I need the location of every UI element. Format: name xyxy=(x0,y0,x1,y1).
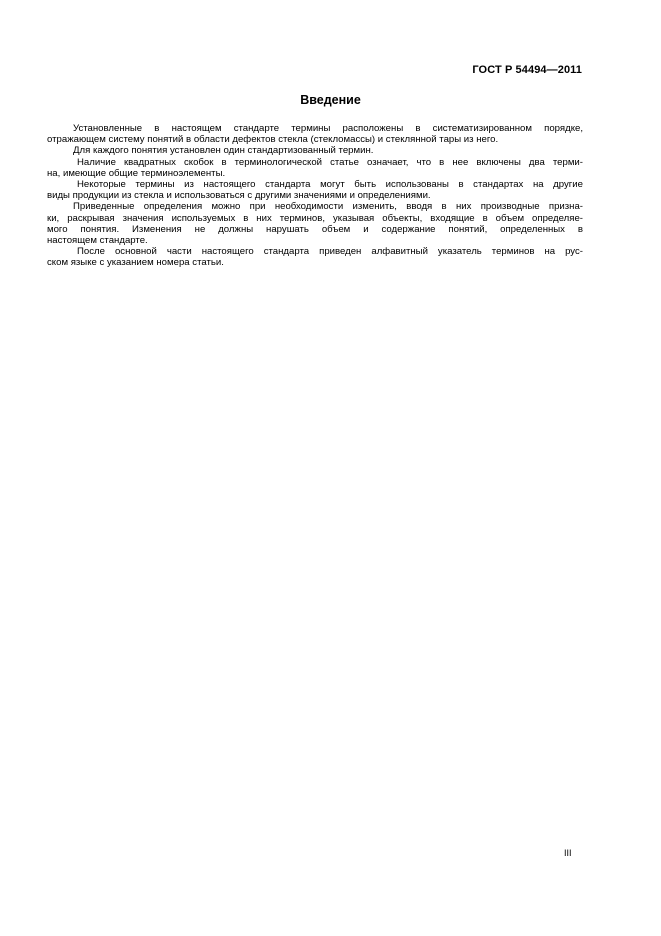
text-line: После основной части настоящего стандарта приведен алфавитный указатель терминов на рус- xyxy=(77,246,583,258)
text-line: отражающем систему понятий в области дефектов стекла (стекломассы) и стеклянной тары из него. xyxy=(47,134,499,146)
document-code: ГОСТ Р 54494—2011 xyxy=(472,64,582,76)
text-line: Наличие квадратных скобок в терминологической статье означает, что в нее включены два терми- xyxy=(77,156,583,168)
paragraph xyxy=(47,157,583,179)
text-line: Установленные в настоящем стандарте термины расположены в систематизированном порядке, xyxy=(73,123,583,134)
paragraph xyxy=(47,145,583,156)
text-line: Для каждого понятия установлен один стандартизованный термин. xyxy=(73,145,374,157)
text-line: настоящем стандарте. xyxy=(47,235,148,247)
section-title: Введение xyxy=(300,93,361,107)
text-line: на, имеющие общие терминоэлементы. xyxy=(47,167,226,179)
introduction-body xyxy=(47,123,583,269)
text-line: мого понятия. Изменения не должны нарушать объем и содержание понятий, определенных в xyxy=(47,223,583,235)
paragraph xyxy=(47,179,583,201)
paragraph xyxy=(47,201,583,246)
page-number: III xyxy=(564,848,572,858)
text-line: Приведенные определения можно при необходимости изменить, вводя в них производные призна- xyxy=(73,201,583,213)
text-line: Некоторые термины из настоящего стандарта могут быть использованы в стандартах на другие xyxy=(77,179,583,191)
paragraph xyxy=(47,246,583,268)
text-line: ском языке с указанием номера статьи. xyxy=(47,257,224,269)
text-line: виды продукции из стекла и использоваться с другими значениями и определениями. xyxy=(47,190,431,202)
text-line: ки, раскрывая значения используемых в них терминов, указывая объекты, входящие в объем определяе- xyxy=(47,212,583,224)
paragraph xyxy=(47,123,583,145)
